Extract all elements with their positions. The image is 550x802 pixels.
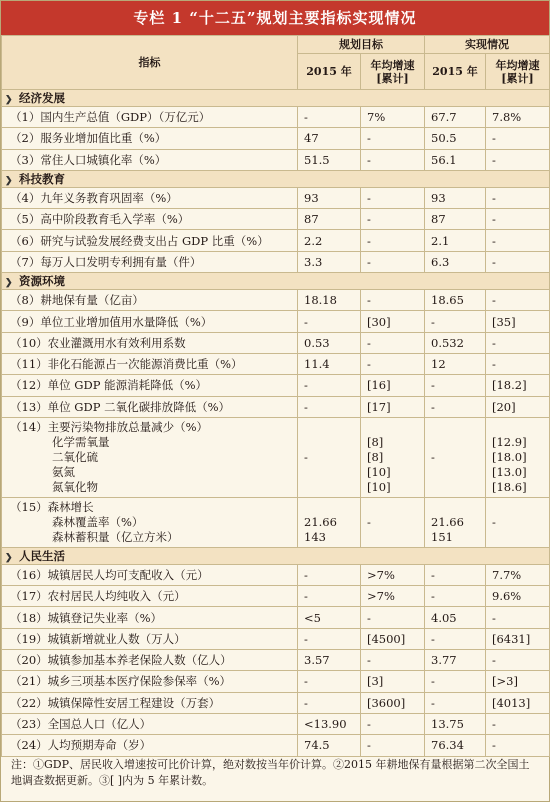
- section-row: [2, 170, 550, 187]
- actual-2015-value: 76.34: [425, 735, 486, 756]
- plan-growth-value: -: [361, 209, 425, 230]
- table-row: [2, 375, 550, 396]
- table-row: [2, 332, 550, 353]
- header-plan-2015: 2015 年: [298, 54, 361, 90]
- plan-2015-value: -: [298, 107, 361, 128]
- plan-growth-value: 7%: [361, 107, 425, 128]
- indicator-label: [2, 497, 298, 547]
- indicator-label: （1）国内生产总值（GDP）（万亿元）: [2, 107, 298, 128]
- forest-a1-item: 21.66: [431, 514, 464, 529]
- actual-growth-value: -: [486, 353, 550, 374]
- actual-2015-value: 87: [425, 209, 486, 230]
- actual-2015-value: 12: [425, 353, 486, 374]
- actual-growth-value: [35]: [486, 311, 550, 332]
- section-header: [2, 170, 550, 187]
- actual-growth-value: [18.2]: [486, 375, 550, 396]
- actual-2015-value: -: [425, 564, 486, 585]
- pollution-sub-item: 化学需氧量: [52, 434, 110, 449]
- growth-line2: [累计]: [501, 71, 534, 85]
- plan-2015-value: -: [298, 311, 361, 332]
- indicator-label: （23）全国总人口（亿人）: [2, 713, 298, 734]
- actual-growth-value: 7.8%: [486, 107, 550, 128]
- section-title: 人民生活: [19, 548, 65, 563]
- table-row: [2, 230, 550, 251]
- pollution-label: （14）主要污染物排放总量减少（%）: [10, 419, 209, 434]
- pollution-a1: -: [425, 417, 486, 497]
- pollution-a2-item: [13.0]: [492, 464, 527, 479]
- pollution-sub-item: 氨氮: [52, 464, 75, 479]
- indicator-label: （17）农村居民人均纯收入（元）: [2, 586, 298, 607]
- actual-growth-value: [>3]: [486, 671, 550, 692]
- indicator-label: （16）城镇居民人均可支配收入（元）: [2, 564, 298, 585]
- forest-p1-item: 143: [304, 529, 326, 544]
- indicator-label: （18）城镇登记失业率（%）: [2, 607, 298, 628]
- plan-2015-value: 11.4: [298, 353, 361, 374]
- plan-2015-value: 51.5: [298, 149, 361, 170]
- forest-p1-item: 21.66: [304, 514, 337, 529]
- actual-growth-value: -: [486, 607, 550, 628]
- indicator-label: （3）常住人口城镇化率（%）: [2, 149, 298, 170]
- actual-2015-value: 56.1: [425, 149, 486, 170]
- table-row: [2, 128, 550, 149]
- pollution-a2: [486, 417, 550, 497]
- forest-sub-item: 森林蓄积量（亿立方米）: [52, 529, 179, 544]
- table-row: [2, 628, 550, 649]
- header-plan-growth: [361, 54, 425, 90]
- actual-growth-value: [20]: [486, 396, 550, 417]
- growth-line2: [累计]: [376, 71, 409, 85]
- chevron-right-icon: ❯: [5, 552, 13, 563]
- section-row: [2, 90, 550, 107]
- actual-growth-value: -: [486, 230, 550, 251]
- panel-title: 专栏 1 “十二五”规划主要指标实现情况: [1, 1, 549, 35]
- table-row: [2, 671, 550, 692]
- plan-growth-value: -: [361, 353, 425, 374]
- indicator-label: （21）城乡三项基本医疗保险参保率（%）: [2, 671, 298, 692]
- plan-2015-value: -: [298, 586, 361, 607]
- actual-2015-value: 50.5: [425, 128, 486, 149]
- table-row: [2, 290, 550, 311]
- growth-line1: 年均增速: [370, 58, 415, 72]
- actual-2015-value: 13.75: [425, 713, 486, 734]
- plan-2015-value: -: [298, 375, 361, 396]
- plan-2015-value: 93: [298, 187, 361, 208]
- actual-2015-value: 93: [425, 187, 486, 208]
- actual-growth-value: -: [486, 149, 550, 170]
- indicator-label: （5）高中阶段教育毛入学率（%）: [2, 209, 298, 230]
- forest-sub-item: 森林覆盖率（%）: [52, 514, 144, 529]
- forest-label: （15）森林增长: [10, 499, 94, 514]
- section-title: 资源环境: [19, 274, 65, 289]
- indicator-label: （8）耕地保有量（亿亩）: [2, 290, 298, 311]
- plan-2015-value: 18.18: [298, 290, 361, 311]
- indicator-label: （4）九年义务教育巩固率（%）: [2, 187, 298, 208]
- indicator-label: （6）研究与试验发展经费支出占 GDP 比重（%）: [2, 230, 298, 251]
- plan-growth-value: [3]: [361, 671, 425, 692]
- section-row: [2, 547, 550, 564]
- actual-growth-value: -: [486, 128, 550, 149]
- pollution-p1: -: [298, 417, 361, 497]
- actual-2015-value: 6.3: [425, 251, 486, 272]
- actual-growth-value: -: [486, 251, 550, 272]
- plan-growth-value: -: [361, 251, 425, 272]
- table-row: [2, 650, 550, 671]
- actual-2015-value: -: [425, 311, 486, 332]
- indicator-label: （7）每万人口发明专利拥有量（件）: [2, 251, 298, 272]
- indicator-label: （22）城镇保障性安居工程建设（万套）: [2, 692, 298, 713]
- indicator-table: [1, 35, 550, 757]
- table-row: [2, 564, 550, 585]
- table-row: [2, 311, 550, 332]
- actual-growth-value: -: [486, 650, 550, 671]
- plan-growth-value: -: [361, 187, 425, 208]
- pollution-row: [2, 417, 550, 497]
- plan-2015-value: 3.3: [298, 251, 361, 272]
- pollution-a2-item: [12.9]: [492, 434, 527, 449]
- plan-growth-value: -: [361, 607, 425, 628]
- table-row: [2, 586, 550, 607]
- indicator-label: （9）单位工业增加值用水量降低（%）: [2, 311, 298, 332]
- actual-2015-value: 4.05: [425, 607, 486, 628]
- header-actual-2015: 2015 年: [425, 54, 486, 90]
- table-row: [2, 251, 550, 272]
- forest-p1: [298, 497, 361, 547]
- pollution-p2-item: [8]: [367, 434, 384, 449]
- section-header: [2, 90, 550, 107]
- plan-growth-value: -: [361, 290, 425, 311]
- plan-growth-value: [30]: [361, 311, 425, 332]
- actual-2015-value: -: [425, 586, 486, 607]
- chevron-right-icon: ❯: [5, 278, 13, 289]
- actual-2015-value: -: [425, 692, 486, 713]
- indicator-label: （12）单位 GDP 能源消耗降低（%）: [2, 375, 298, 396]
- plan-2015-value: 74.5: [298, 735, 361, 756]
- actual-2015-value: 18.65: [425, 290, 486, 311]
- pollution-p2-item: [8]: [367, 449, 384, 464]
- table-row: [2, 735, 550, 756]
- actual-2015-value: 2.1: [425, 230, 486, 251]
- table-row: [2, 187, 550, 208]
- actual-2015-value: 3.77: [425, 650, 486, 671]
- actual-growth-value: -: [486, 187, 550, 208]
- section-row: [2, 273, 550, 290]
- table-row: [2, 692, 550, 713]
- header-indicator: 指标: [2, 36, 298, 90]
- actual-2015-value: -: [425, 671, 486, 692]
- actual-2015-value: -: [425, 628, 486, 649]
- actual-growth-value: 9.6%: [486, 586, 550, 607]
- pollution-sub-item: 二氧化硫: [52, 449, 98, 464]
- pollution-p2-item: [10]: [367, 464, 391, 479]
- plan-growth-value: >7%: [361, 586, 425, 607]
- header-actual-growth: [486, 54, 550, 90]
- header-plan: 规划目标: [298, 36, 425, 54]
- table-row: [2, 353, 550, 374]
- pollution-a2-item: [18.6]: [492, 479, 527, 494]
- plan-growth-value: -: [361, 149, 425, 170]
- plan-growth-value: -: [361, 128, 425, 149]
- plan-growth-value: [3600]: [361, 692, 425, 713]
- chevron-right-icon: ❯: [5, 95, 13, 105]
- indicator-label: （2）服务业增加值比重（%）: [2, 128, 298, 149]
- table-row: [2, 149, 550, 170]
- actual-growth-value: -: [486, 713, 550, 734]
- indicator-label: （20）城镇参加基本养老保险人数（亿人）: [2, 650, 298, 671]
- forest-row: [2, 497, 550, 547]
- plan-growth-value: -: [361, 332, 425, 353]
- plan-2015-value: 87: [298, 209, 361, 230]
- plan-2015-value: -: [298, 396, 361, 417]
- actual-2015-value: -: [425, 396, 486, 417]
- forest-p2: -: [361, 497, 425, 547]
- actual-growth-value: [6431]: [486, 628, 550, 649]
- actual-growth-value: [4013]: [486, 692, 550, 713]
- actual-growth-value: -: [486, 209, 550, 230]
- actual-growth-value: -: [486, 332, 550, 353]
- pollution-sub-item: 氮氧化物: [52, 479, 98, 494]
- header-actual: 实现情况: [425, 36, 550, 54]
- section-header: [2, 273, 550, 290]
- table-row: [2, 396, 550, 417]
- indicator-label: （24）人均预期寿命（岁）: [2, 735, 298, 756]
- plan-growth-value: [17]: [361, 396, 425, 417]
- indicator-label: （11）非化石能源占一次能源消费比重（%）: [2, 353, 298, 374]
- pollution-a2-item: [18.0]: [492, 449, 527, 464]
- actual-growth-value: 7.7%: [486, 564, 550, 585]
- plan-growth-value: -: [361, 230, 425, 251]
- pollution-p2-item: [10]: [367, 479, 391, 494]
- plan-2015-value: <13.90: [298, 713, 361, 734]
- plan-growth-value: [4500]: [361, 628, 425, 649]
- chevron-right-icon: ❯: [5, 175, 13, 186]
- indicator-label: [2, 417, 298, 497]
- plan-2015-value: -: [298, 671, 361, 692]
- forest-a1: [425, 497, 486, 547]
- plan-growth-value: -: [361, 735, 425, 756]
- section-title: 科技教育: [19, 171, 65, 186]
- plan-2015-value: -: [298, 628, 361, 649]
- growth-line1: 年均增速: [495, 58, 540, 72]
- plan-2015-value: 0.53: [298, 332, 361, 353]
- table-row: [2, 107, 550, 128]
- forest-a2: -: [486, 497, 550, 547]
- actual-growth-value: -: [486, 290, 550, 311]
- plan-2015-value: -: [298, 692, 361, 713]
- actual-growth-value: -: [486, 735, 550, 756]
- footnote: 注：①GDP、居民收入增速按可比价计算，绝对数按当年价计算。②2015 年耕地保有量根据第二次全国土地调查数据更新。③[ ]内为 5 年累计数。: [11, 758, 530, 787]
- plan-growth-value: [16]: [361, 375, 425, 396]
- plan-2015-value: 3.57: [298, 650, 361, 671]
- plan-2015-value: -: [298, 564, 361, 585]
- actual-2015-value: -: [425, 375, 486, 396]
- plan-growth-value: -: [361, 713, 425, 734]
- section-title: 经济发展: [19, 91, 65, 105]
- actual-2015-value: 67.7: [425, 107, 486, 128]
- plan-growth-value: -: [361, 650, 425, 671]
- indicator-label: （19）城镇新增就业人数（万人）: [2, 628, 298, 649]
- table-row: [2, 209, 550, 230]
- plan-2015-value: 47: [298, 128, 361, 149]
- table-row: [2, 713, 550, 734]
- indicator-label: （13）单位 GDP 二氧化碳排放降低（%）: [2, 396, 298, 417]
- plan-2015-value: <5: [298, 607, 361, 628]
- forest-a1-item: 151: [431, 529, 453, 544]
- table-row: [2, 607, 550, 628]
- plan-2015-value: 2.2: [298, 230, 361, 251]
- plan-growth-value: >7%: [361, 564, 425, 585]
- section-header: [2, 547, 550, 564]
- indicator-label: （10）农业灌溉用水有效利用系数: [2, 332, 298, 353]
- table-body: [2, 90, 550, 757]
- actual-2015-value: 0.532: [425, 332, 486, 353]
- pollution-p2: [361, 417, 425, 497]
